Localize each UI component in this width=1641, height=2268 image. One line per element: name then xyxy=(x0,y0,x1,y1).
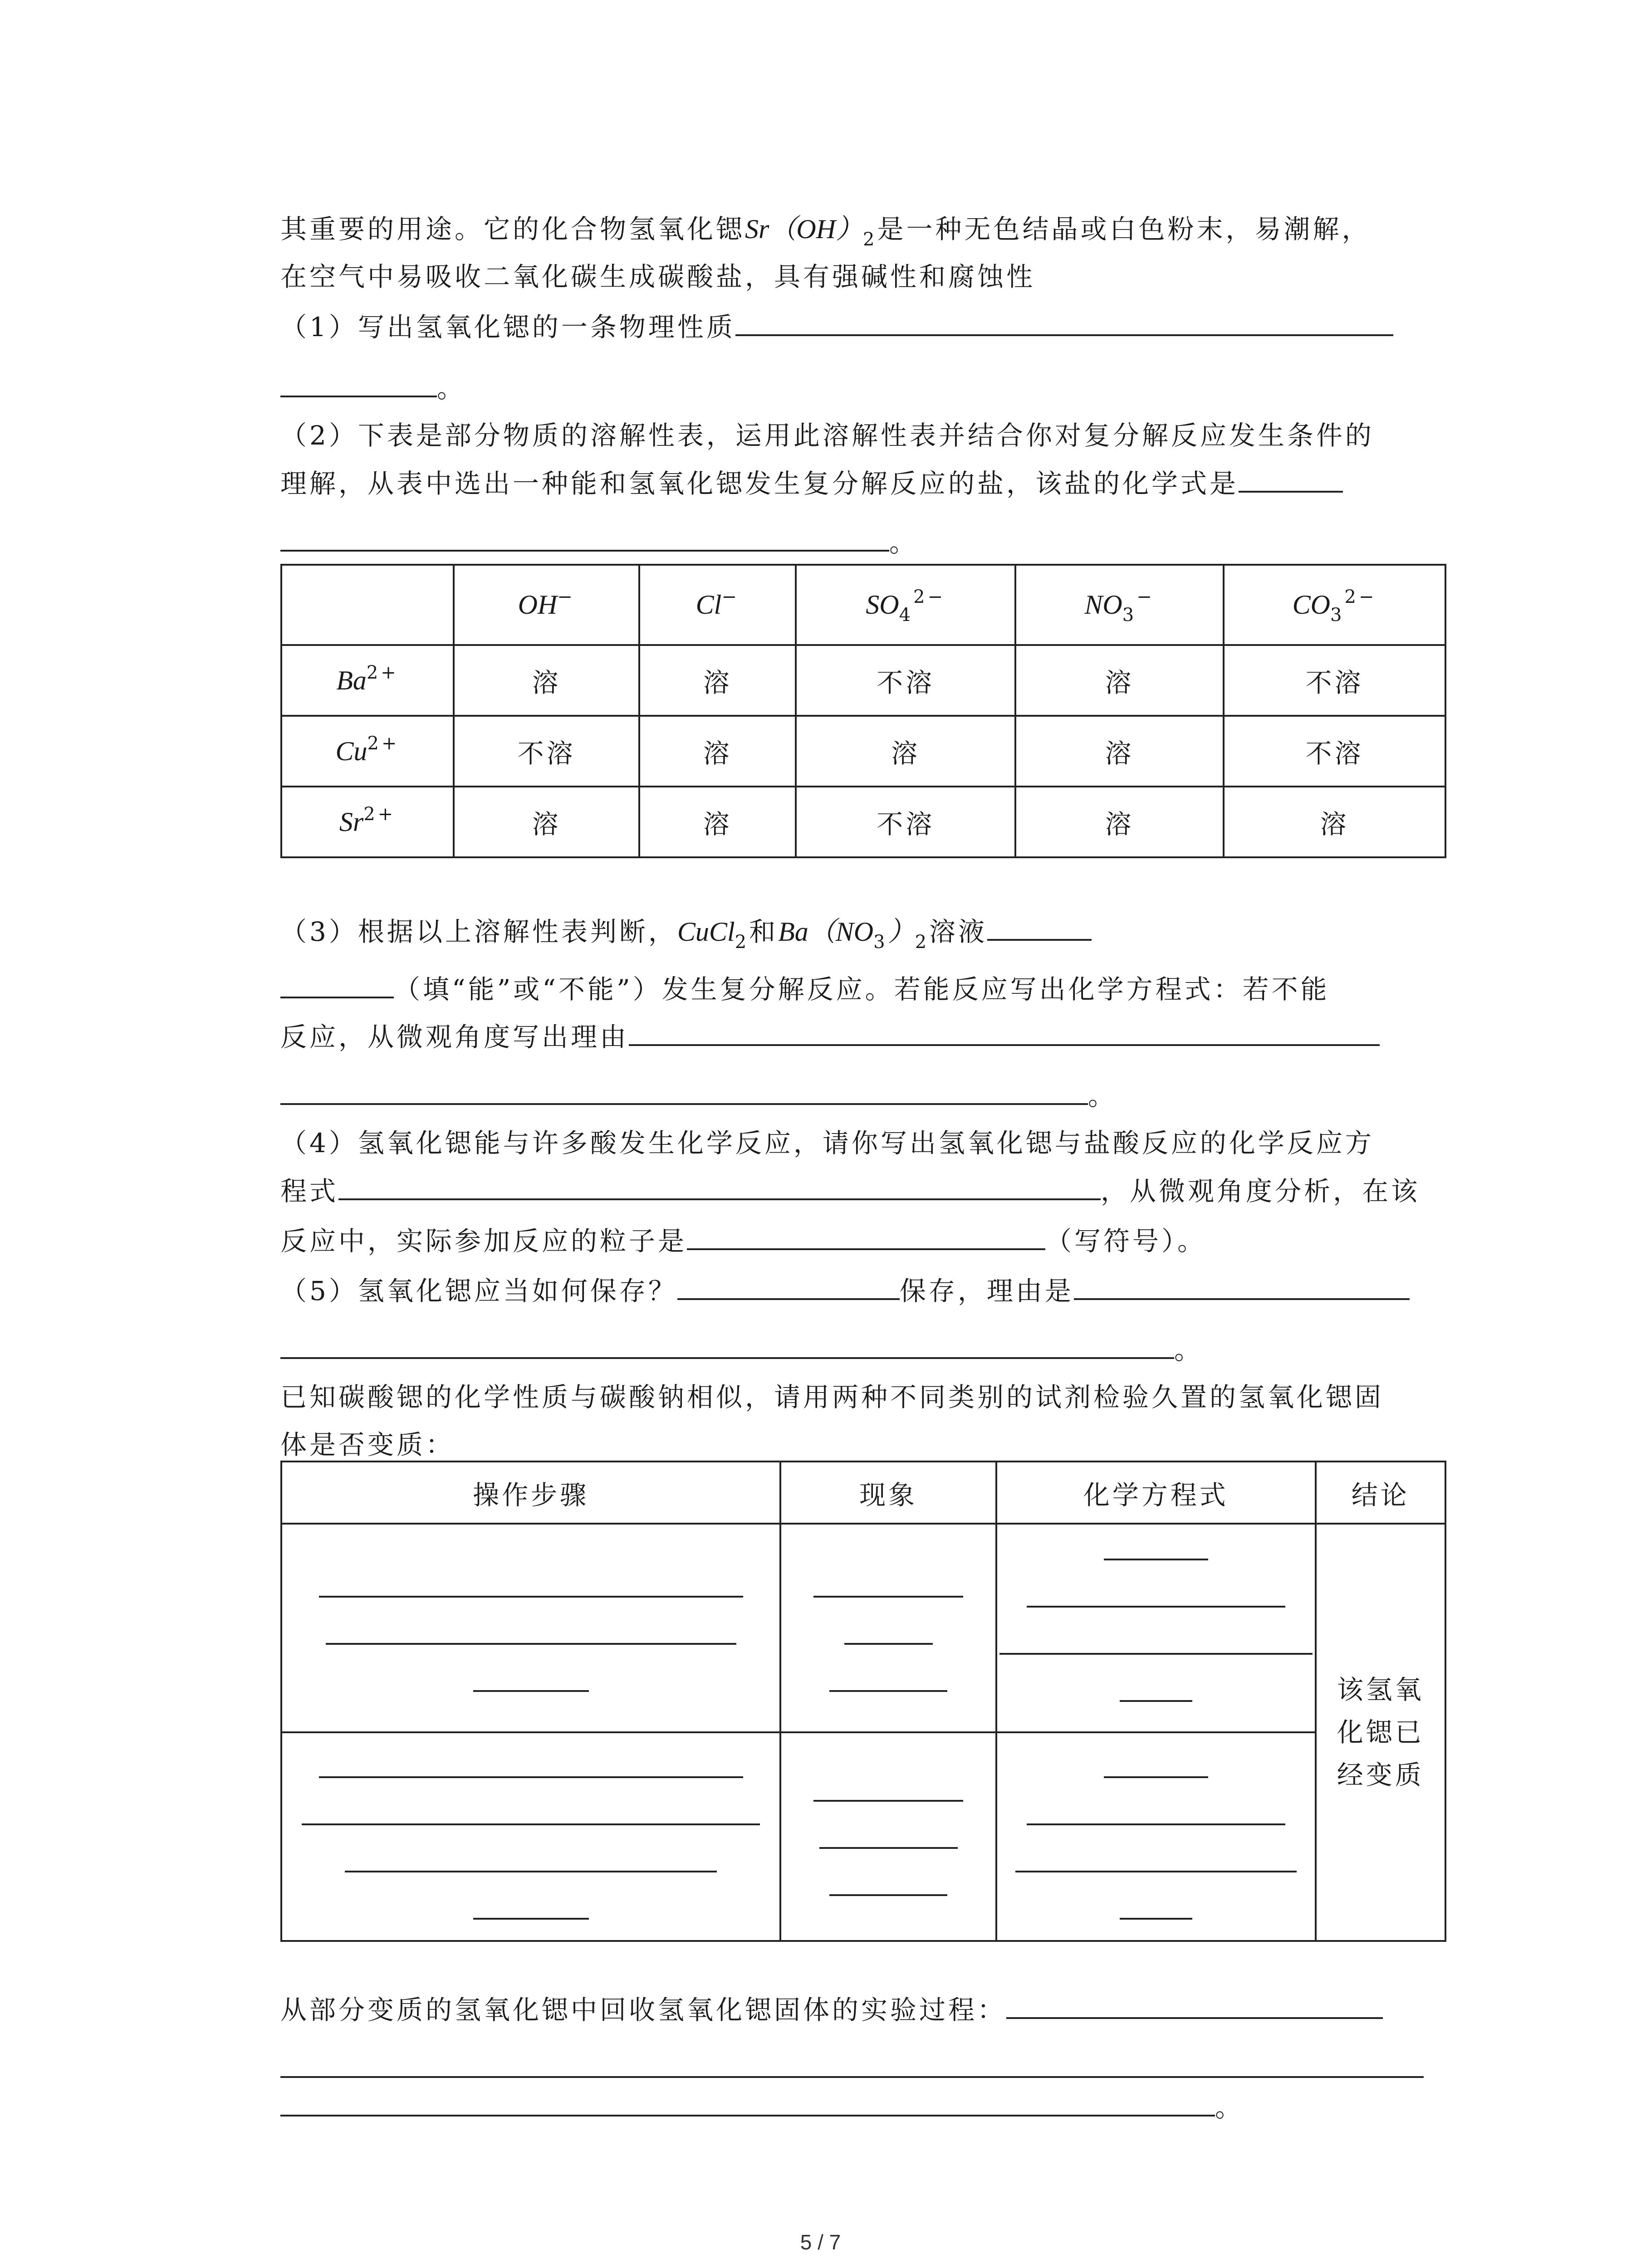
anion-oh: OH− xyxy=(454,565,639,645)
q3-answer-blank-2[interactable] xyxy=(280,973,394,998)
formula-cucl2: CuCl xyxy=(677,917,735,947)
q1-answer-blank[interactable] xyxy=(735,311,1393,336)
q2-end: 。 xyxy=(889,527,919,558)
answer-blank[interactable] xyxy=(819,1847,958,1849)
anion-no3: $NO_3^-$ xyxy=(1015,565,1224,645)
anion-co3: $CO_3^{2-}$ xyxy=(1224,565,1445,645)
q6-line-2: 体是否变质： xyxy=(280,1429,455,1460)
phenomenon-cell-1 xyxy=(780,1524,996,1732)
formula-oh: （OH） xyxy=(769,214,863,244)
q3-he: 和 xyxy=(749,916,779,947)
q1-text: （1）写出氢氧化锶的一条物理性质 xyxy=(280,312,735,342)
solubility-table xyxy=(280,564,1446,858)
q3-line-4 xyxy=(280,1080,1117,1112)
q3-text-2: （填“能”或“不能”）发生复分解反应。若能反应写出化学方程式：若不能 xyxy=(394,974,1330,1005)
table-cell: 溶 xyxy=(454,787,639,857)
table-cell: 不溶 xyxy=(454,716,639,787)
equation-cell-1 xyxy=(996,1524,1316,1732)
page-number: 5 / 7 xyxy=(800,2230,841,2254)
table-cell: 溶 xyxy=(639,645,796,716)
table-cell: 溶 xyxy=(1015,787,1224,857)
equation-cell-2 xyxy=(996,1732,1316,1941)
table-cell: 溶 xyxy=(796,716,1015,787)
q3-answer-blank-3[interactable] xyxy=(629,1021,1380,1046)
conclusion-line-3: 经变质 xyxy=(1337,1760,1424,1790)
experiment-row-1 xyxy=(281,1524,1445,1732)
q3-line-1 xyxy=(280,915,1092,951)
answer-blank[interactable] xyxy=(1120,1700,1192,1702)
anion-so4: $SO_4^{2-}$ xyxy=(796,565,1015,645)
q2-line-2 xyxy=(280,467,1343,499)
formula-sub: 3 xyxy=(873,932,888,953)
q3-line-2 xyxy=(280,973,1330,1005)
q3-text-3: 反应，从微观角度写出理由 xyxy=(280,1022,629,1052)
q3-answer-blank[interactable] xyxy=(987,915,1092,941)
table-cell: 溶 xyxy=(454,645,639,716)
q4-equation-blank[interactable] xyxy=(338,1175,1101,1200)
q2-answer-blank[interactable] xyxy=(1239,467,1343,493)
q5-reason-blank-2[interactable] xyxy=(280,1334,1174,1359)
table-cell: 溶 xyxy=(1224,787,1445,857)
q4-line-1: （4）氢氧化锶能与许多酸发生化学反应，请你写出氢氧化锶与盐酸反应的化学反应方 xyxy=(280,1128,1374,1158)
table-cell: 溶 xyxy=(1015,716,1224,787)
q4-text-3b: （写符号）。 xyxy=(1045,1226,1207,1256)
answer-blank[interactable] xyxy=(319,1596,743,1598)
intro-text: 其重要的用途。它的化合物氢氧化锶 xyxy=(280,214,745,244)
answer-blank[interactable] xyxy=(813,1596,963,1598)
table-cell: 溶 xyxy=(639,787,796,857)
answer-blank[interactable] xyxy=(1027,1606,1285,1608)
q5-end: 。 xyxy=(1174,1334,1204,1365)
conclusion-line-1: 该氢氧 xyxy=(1337,1674,1424,1705)
q2-text: 理解，从表中选出一种能和氢氧化锶发生复分解反应的盐，该盐的化学式是 xyxy=(280,468,1239,499)
steps-cell-1 xyxy=(281,1524,780,1732)
solubility-row-cu xyxy=(281,716,1445,787)
corner-cell xyxy=(281,565,454,645)
answer-blank[interactable] xyxy=(345,1871,717,1872)
q3-text: （3）根据以上溶解性表判断， xyxy=(280,916,677,947)
q7-line-1 xyxy=(280,1994,1383,2026)
intro-line-2: 在空气中易吸收二氧化碳生成碳酸盐，具有强碱性和腐蚀性 xyxy=(280,261,1036,292)
q1-end: 。 xyxy=(437,373,466,404)
answer-blank[interactable] xyxy=(319,1776,743,1778)
answer-blank[interactable] xyxy=(473,1690,589,1692)
conclusion-cell xyxy=(1316,1524,1445,1941)
intro-text-b: 是一种无色结晶或白色粉末，易潮解， xyxy=(877,214,1371,244)
solubility-row-sr xyxy=(281,787,1445,857)
q5-line-2 xyxy=(280,1334,1203,1366)
cation-ba: $Ba^{2+}$ xyxy=(281,645,454,716)
q7-answer-blank[interactable] xyxy=(1006,1994,1383,2019)
q5-storage-blank[interactable] xyxy=(677,1275,900,1300)
q2-line-1: （2）下表是部分物质的溶解性表，运用此溶解性表并结合你对复分解反应发生条件的 xyxy=(280,420,1374,451)
header-equation: 化学方程式 xyxy=(996,1461,1316,1524)
q1-answer-blank-2[interactable] xyxy=(280,372,437,397)
q7-answer-blank-3[interactable] xyxy=(280,2091,1215,2116)
anion-cl: Cl− xyxy=(639,565,796,645)
header-steps: 操作步骤 xyxy=(281,1461,780,1524)
table-cell: 溶 xyxy=(639,716,796,787)
formula-no3: （NO xyxy=(808,917,874,947)
q4-line-3 xyxy=(280,1225,1206,1257)
q7-line-3 xyxy=(280,2091,1244,2123)
q4-text: 程式 xyxy=(280,1176,339,1207)
q4-line-2 xyxy=(280,1175,1420,1207)
q4-text-b: ，从微观角度分析，在该 xyxy=(1101,1176,1421,1207)
q6-line-1: 已知碳酸锶的化学性质与碳酸钠相似，请用两种不同类别的试剂检验久置的氢氧化锶固 xyxy=(280,1382,1384,1413)
q3-line-3 xyxy=(280,1021,1380,1053)
q1-line-1 xyxy=(280,311,1393,343)
table-cell: 不溶 xyxy=(796,645,1015,716)
q4-particles-blank[interactable] xyxy=(687,1225,1045,1250)
answer-blank[interactable] xyxy=(829,1690,947,1692)
table-cell: 不溶 xyxy=(1224,645,1445,716)
answer-blank[interactable] xyxy=(999,1653,1313,1655)
header-conclusion: 结论 xyxy=(1316,1461,1445,1524)
cation-cu: $Cu^{2+}$ xyxy=(281,716,454,787)
table-cell: 不溶 xyxy=(1224,716,1445,787)
q3-end: 。 xyxy=(1088,1080,1117,1111)
q4-text-3: 反应中，实际参加反应的粒子是 xyxy=(280,1226,687,1256)
header-phenomenon: 现象 xyxy=(780,1461,996,1524)
solubility-row-ba xyxy=(281,645,1445,716)
formula-sub: 2 xyxy=(863,229,877,250)
answer-blank[interactable] xyxy=(326,1643,736,1645)
answer-blank[interactable] xyxy=(1104,1776,1208,1778)
formula-ba: Ba xyxy=(778,917,808,947)
steps-cell-2 xyxy=(281,1732,780,1941)
answer-blank[interactable] xyxy=(1027,1823,1285,1825)
formula-paren: ） xyxy=(887,917,915,947)
table-cell: 溶 xyxy=(1015,645,1224,716)
answer-blank[interactable] xyxy=(302,1823,760,1825)
q3-text-b: 溶液 xyxy=(929,916,988,947)
q7-text: 从部分变质的氢氧化锶中回收氢氧化锶固体的实验过程： xyxy=(280,1994,1007,2025)
answer-blank[interactable] xyxy=(829,1894,947,1896)
q1-line-2 xyxy=(280,372,466,404)
q2-answer-blank-2[interactable] xyxy=(280,526,889,552)
answer-blank[interactable] xyxy=(813,1800,963,1802)
q5-text-b: 保存，理由是 xyxy=(899,1276,1074,1306)
q5-line-1 xyxy=(280,1275,1410,1307)
experiment-row-2 xyxy=(281,1732,1445,1941)
formula-sr: Sr xyxy=(745,214,769,244)
phenomenon-cell-2 xyxy=(780,1732,996,1941)
q3-answer-blank-4[interactable] xyxy=(280,1080,1088,1105)
answer-blank[interactable] xyxy=(1104,1559,1208,1560)
q7-end: 。 xyxy=(1215,2092,1244,2123)
conclusion-line-2: 化锶已 xyxy=(1337,1717,1424,1748)
formula-sub: 2 xyxy=(915,932,930,953)
q7-answer-line-2[interactable] xyxy=(280,2076,1424,2078)
table-cell: 不溶 xyxy=(796,787,1015,857)
q2-line-3 xyxy=(280,526,918,558)
answer-blank[interactable] xyxy=(473,1918,589,1920)
answer-blank[interactable] xyxy=(844,1643,933,1645)
q5-text: （5）氢氧化锶应当如何保存？ xyxy=(280,1276,677,1306)
formula-sub: 2 xyxy=(735,932,749,953)
experiment-header-row xyxy=(281,1461,1445,1524)
answer-blank[interactable] xyxy=(1120,1918,1192,1920)
cation-sr: $Sr^{2+}$ xyxy=(281,787,454,857)
q5-reason-blank[interactable] xyxy=(1074,1275,1410,1300)
experiment-table xyxy=(280,1461,1446,1942)
solubility-header-row xyxy=(281,565,1445,645)
intro-line-1 xyxy=(280,213,1371,248)
answer-blank[interactable] xyxy=(1015,1871,1297,1872)
